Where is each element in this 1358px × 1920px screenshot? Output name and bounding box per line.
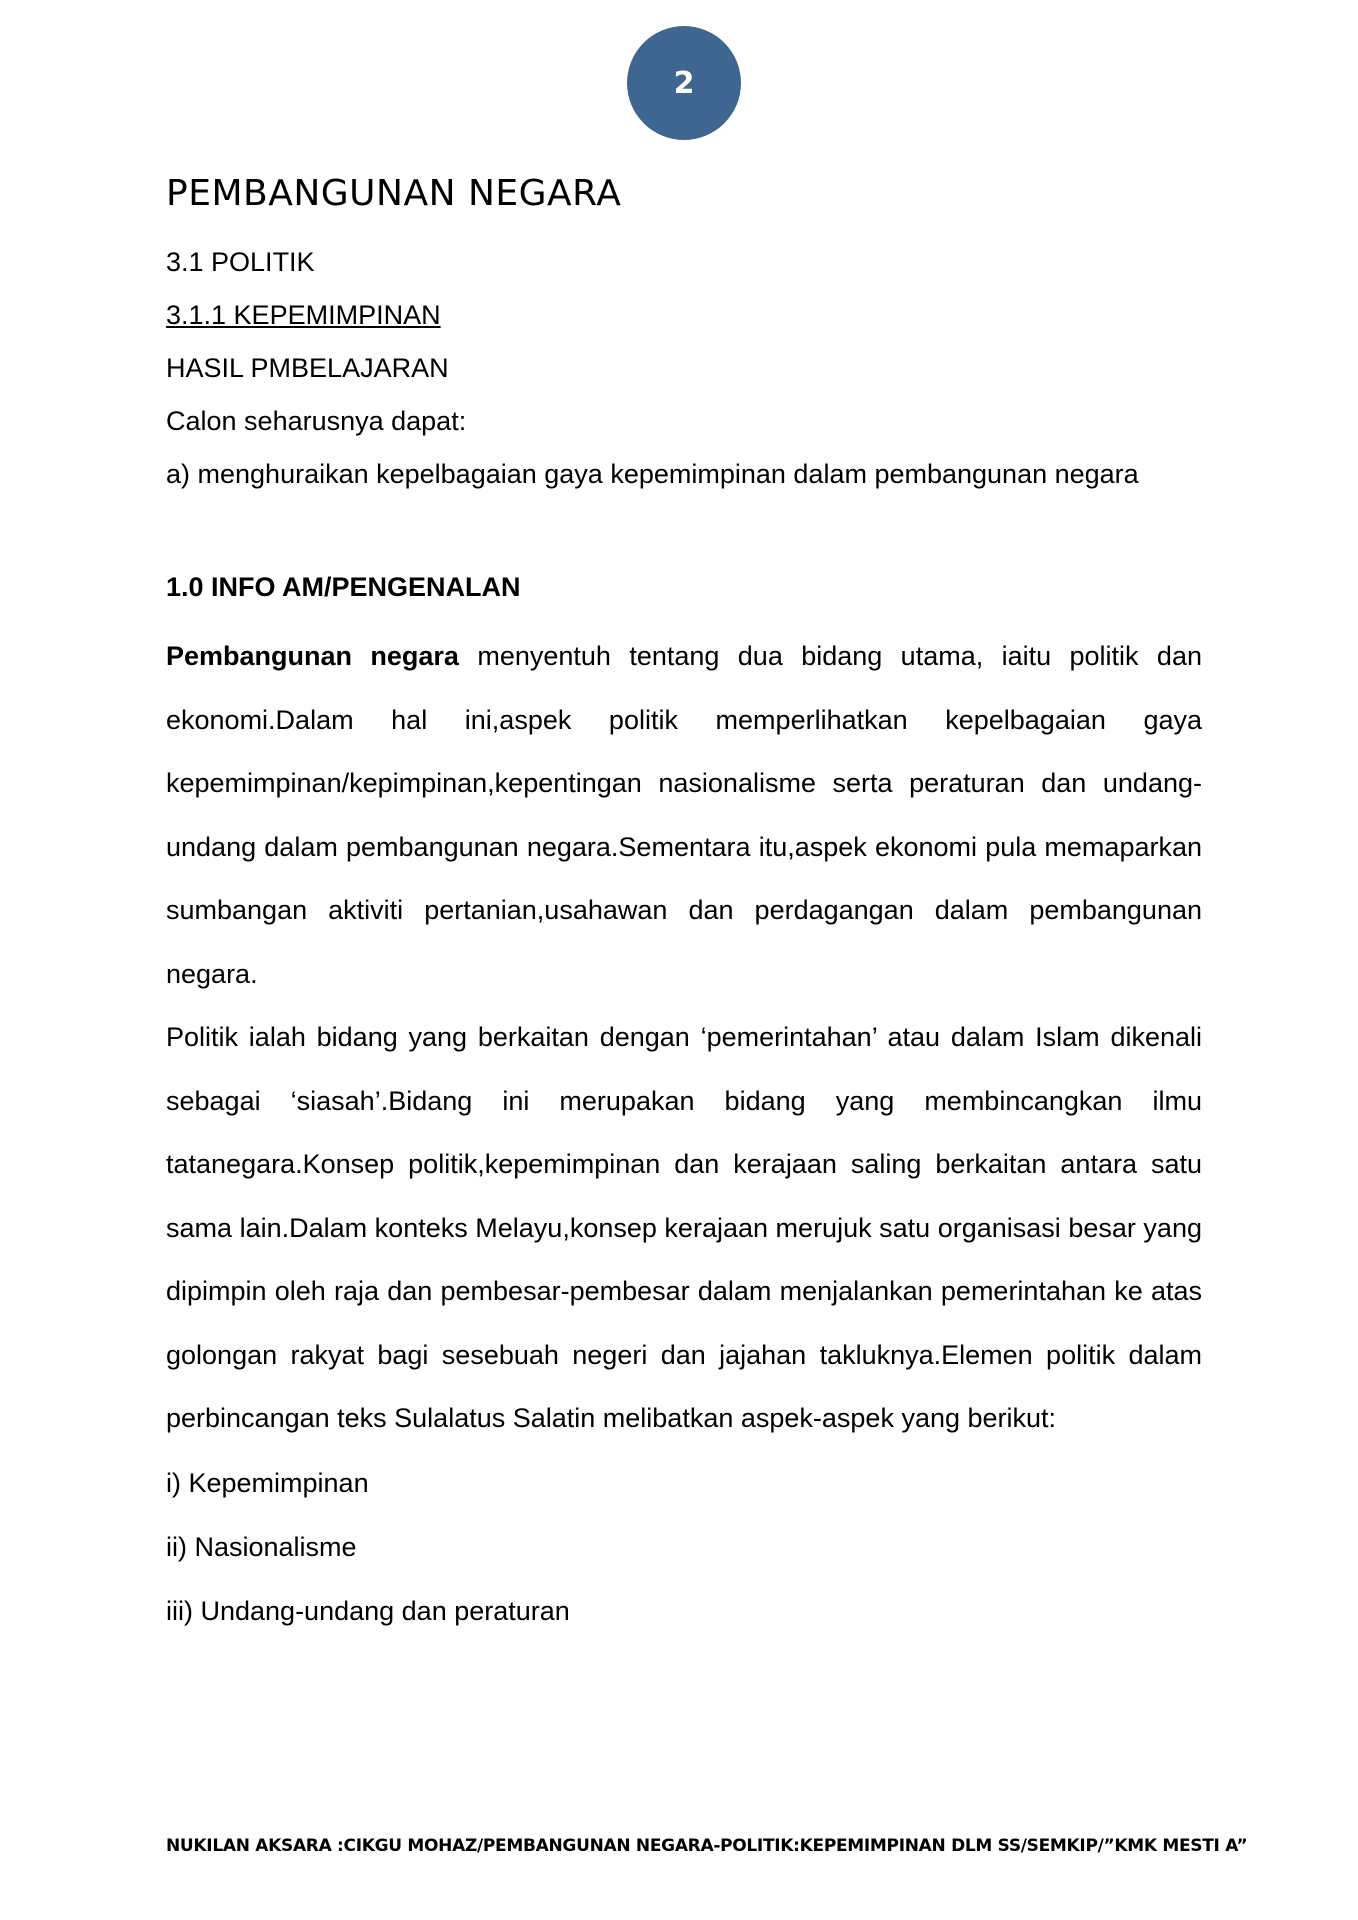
learning-outcome-a: a) menghuraikan kepelbagaian gaya kepemimpinan dalam pembangunan negara xyxy=(166,459,1139,489)
politics-elements-list xyxy=(166,1451,1202,1643)
subsection-heading: 3.1.1 KEPEMIMPINAN xyxy=(166,300,441,330)
paragraph-politik: Politik ialah bidang yang berkaitan dengan ‘pemerintahan’ atau dalam Islam dikenali sebagai ‘siasah’.Bidang ini merupakan bidang yang membincangkan ilmu tatanegara.Konsep politik,kepemimpinan dan kerajaan saling berkaitan antara satu sama lain.Dalam konteks Melayu,konsep kerajaan merujuk satu organisasi besar yang dipimpin oleh raja dan pembesar-pembesar dalam menjalankan pemerintahan ke atas golongan rakyat bagi sesebuah negeri dan jajahan takluknya.Elemen politik dalam perbincangan teks Sulalatus Salatin melibatkan aspek-aspek yang berikut: xyxy=(166,1022,1202,1433)
paragraph-intro-text: menyentuh tentang dua bidang utama, iaitu politik dan ekonomi.Dalam hal ini,aspek politik memperlihatkan kepelbagaian gaya kepemimpinan/kepimpinan,kepentingan nasionalisme serta peraturan dan undang-undang dalam pembangunan negara.Sementara itu,aspek ekonomi pula memaparkan sumbangan aktiviti pertanian,usahawan dan perdagangan dalam pembangunan negara. xyxy=(166,641,1202,989)
page-footer: NUKILAN AKSARA :CIKGU MOHAZ/PEMBANGUNAN NEGARA-POLITIK:KEPEMIMPINAN DLM SS/SEMKIP/”KMK MESTI A” xyxy=(166,1836,1248,1856)
list-item: ii) Nasionalisme xyxy=(166,1531,357,1562)
paragraph-intro-bold: Pembangunan negara xyxy=(166,641,459,671)
list-item: i) Kepemimpinan xyxy=(166,1467,369,1498)
list-item: iii) Undang-undang dan peraturan xyxy=(166,1595,570,1626)
learning-outcome-heading: HASIL PMBELAJARAN xyxy=(166,353,449,383)
section-heading: 1.0 INFO AM/PENGENALAN xyxy=(166,572,521,602)
page-number-badge: 2 xyxy=(627,26,741,140)
subtitle: 3.1 POLITIK xyxy=(166,247,315,277)
paragraph-intro xyxy=(166,625,1202,1006)
candidate-line: Calon seharusnya dapat: xyxy=(166,406,467,436)
document-title: PEMBANGUNAN NEGARA xyxy=(166,173,622,214)
document-body xyxy=(166,164,1202,1643)
